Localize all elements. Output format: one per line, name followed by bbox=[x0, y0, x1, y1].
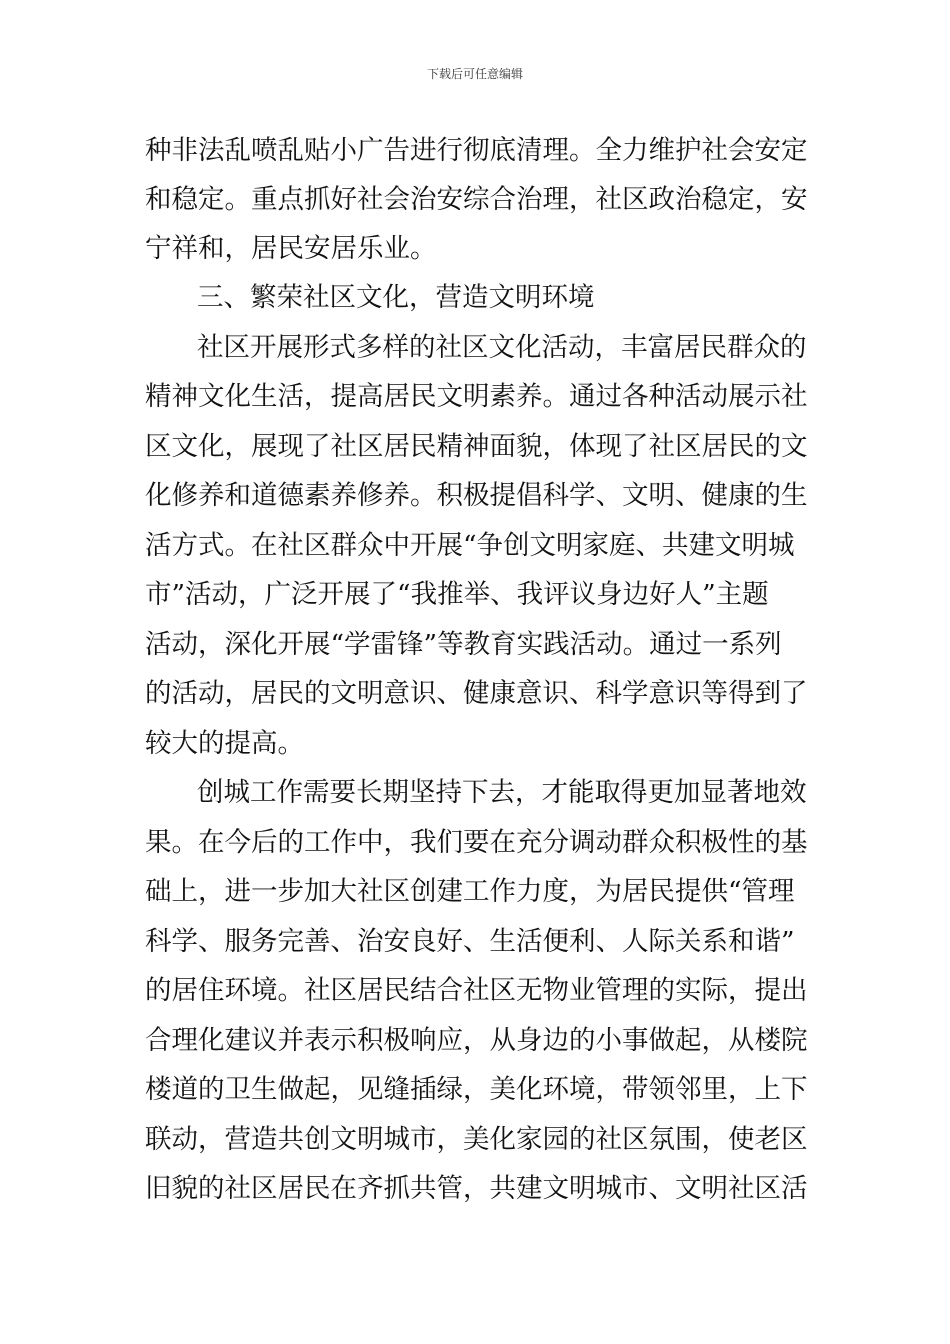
text-line: 化修养和道德素养修养。积极提倡科学、文明、健康的生 bbox=[145, 480, 808, 511]
text-line: 活动，深化开展“学雷锋”等教育实践活动。通过一系列 bbox=[145, 629, 782, 660]
text-line: 和稳定。重点抓好社会治安综合治理，社区政治稳定，安 bbox=[145, 184, 808, 215]
text-line: 宁祥和，居民安居乐业。 bbox=[145, 233, 437, 264]
text-line: 市”活动，广泛开展了“我推举、我评议身边好人”主题 bbox=[145, 579, 769, 610]
text-line: 种非法乱喷乱贴小广告进行彻底清理。全力维护社会安定 bbox=[145, 135, 808, 166]
text-line: 创城工作需要长期坚持下去，才能取得更加显著地效 bbox=[197, 777, 807, 808]
text-line: 础上，进一步加大社区创建工作力度，为居民提供“管理 bbox=[145, 876, 795, 907]
text-line: 活方式。在社区群众中开展“争创文明家庭、共建文明城 bbox=[145, 530, 795, 561]
text-line: 旧貌的社区居民在齐抓共管，共建文明城市、文明社区活 bbox=[145, 1173, 808, 1204]
text-line: 区文化，展现了社区居民精神面貌，体现了社区居民的文 bbox=[145, 431, 808, 462]
text-line: 社区开展形式多样的社区文化活动，丰富居民群众的 bbox=[197, 332, 807, 363]
text-line: 科学、服务完善、治安良好、生活便利、人际关系和谐” bbox=[145, 926, 795, 957]
text-line: 联动，营造共创文明城市，美化家园的社区氛围，使老区 bbox=[145, 1124, 808, 1155]
text-line: 的居住环境。社区居民结合社区无物业管理的实际，提出 bbox=[145, 975, 808, 1006]
text-line: 合理化建议并表示积极响应，从身边的小事做起，从楼院 bbox=[145, 1025, 808, 1056]
page-header-note: 下载后可任意编辑 bbox=[426, 67, 523, 81]
text-line: 精神文化生活，提高居民文明素养。通过各种活动展示社 bbox=[145, 381, 808, 412]
text-line: 的活动，居民的文明意识、健康意识、科学意识等得到了 bbox=[145, 678, 808, 709]
section-heading: 三、繁荣社区文化，营造文明环境 bbox=[197, 282, 595, 313]
text-line: 果。在今后的工作中，我们要在充分调动群众积极性的基 bbox=[145, 827, 808, 858]
text-line: 较大的提高。 bbox=[145, 728, 304, 759]
text-line: 楼道的卫生做起，见缝插绿，美化环境，带领邻里，上下 bbox=[145, 1074, 808, 1105]
